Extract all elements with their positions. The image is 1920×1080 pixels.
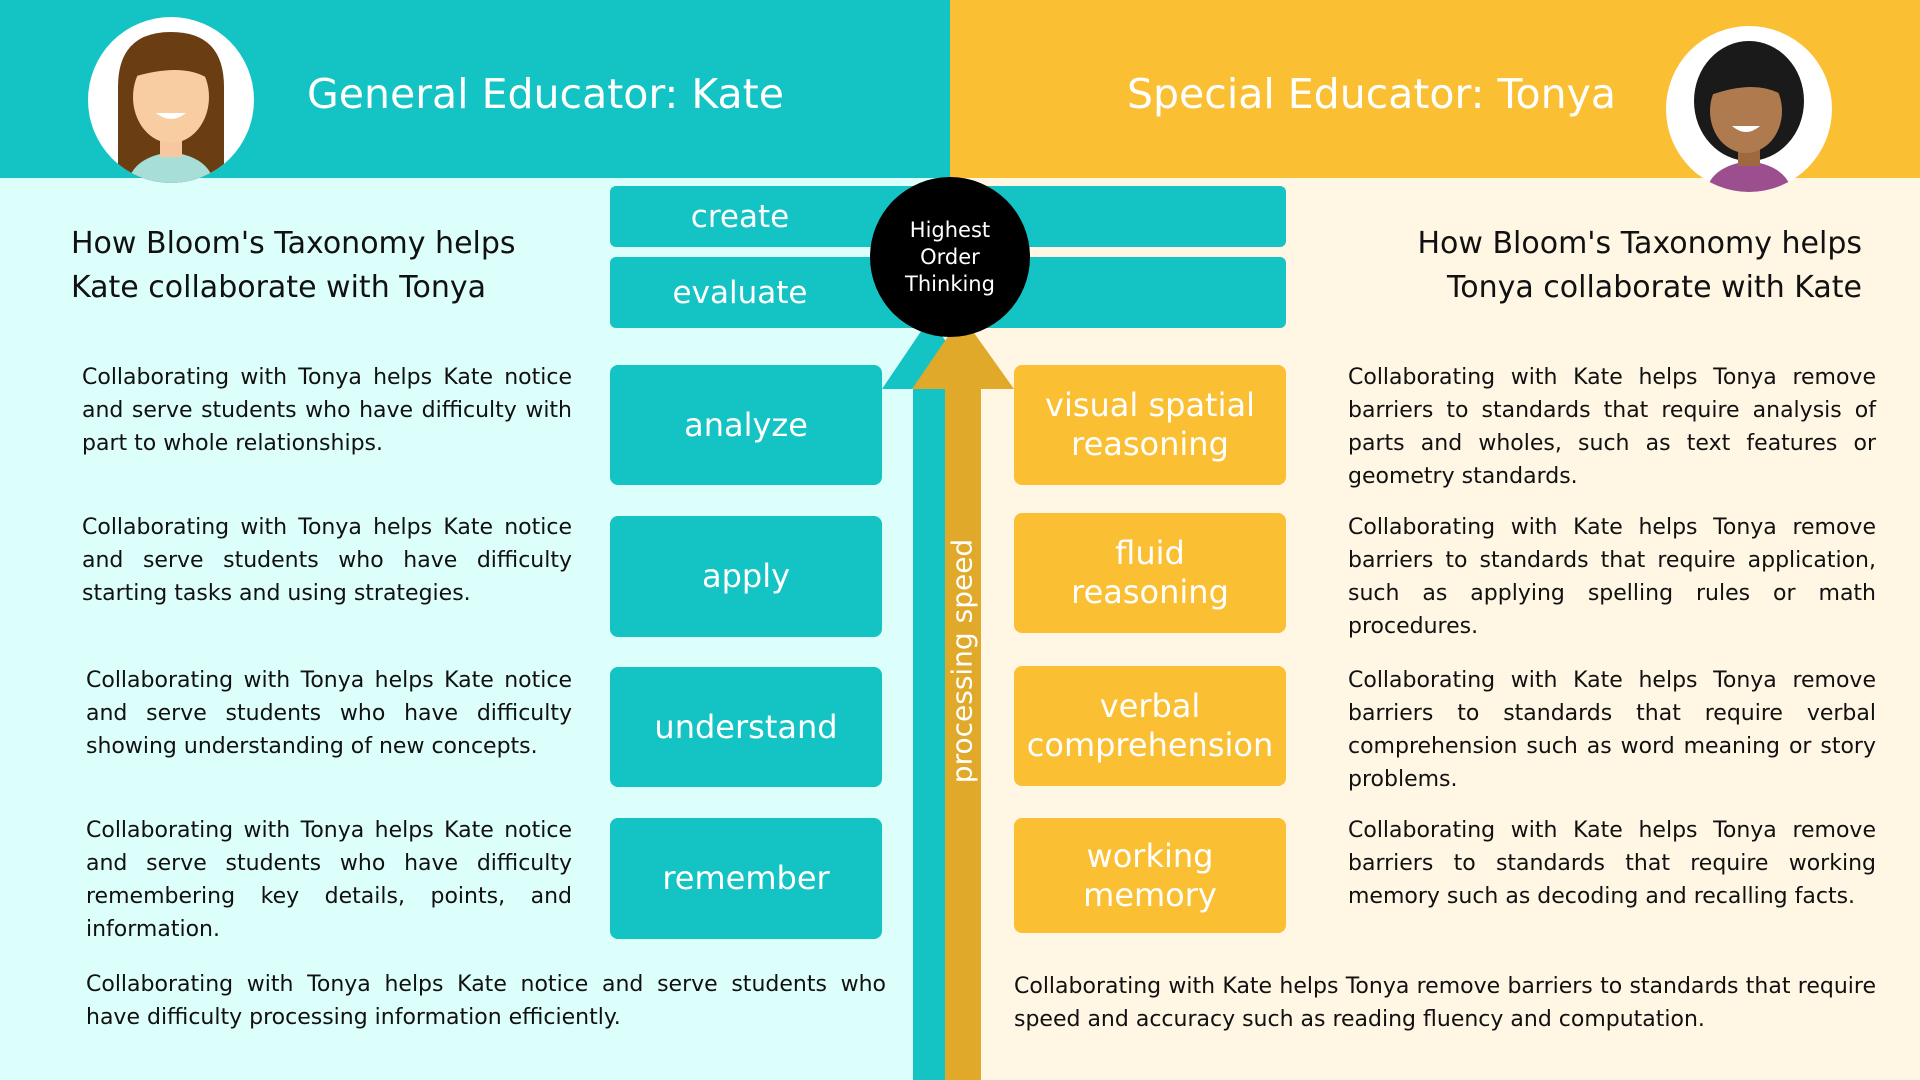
ability-label: fluid	[1115, 534, 1185, 572]
left-paragraph-analyze: Collaborating with Tonya helps Kate notice and serve students who have difficulty with part to whole relationships.	[82, 365, 572, 456]
left-bottom-paragraph: Collaborating with Tonya helps Kate notice and serve students who have difficulty processing information efficiently.	[86, 972, 886, 1030]
ability-label: memory	[1083, 875, 1217, 914]
ability-working-memory-box	[1014, 818, 1286, 933]
general-educator-title: General Educator: Kate	[307, 70, 784, 118]
bloom-understand-box: understand	[610, 667, 882, 787]
ability-fluid-reasoning-box	[1014, 513, 1286, 633]
left-paragraph-apply: Collaborating with Tonya helps Kate notice and serve students who have difficulty starting tasks and using strategies.	[82, 515, 572, 606]
left-heading-line: Kate collaborate with Tonya	[71, 270, 486, 305]
left-paragraph-understand: Collaborating with Tonya helps Kate notice and serve students who have difficulty showing understanding of new concepts.	[86, 668, 572, 759]
right-heading-line: Tonya collaborate with Kate	[1447, 270, 1862, 305]
right-paragraph-remember: Collaborating with Kate helps Tonya remove barriers to standards that require working memory such as decoding and recalling facts.	[1348, 818, 1876, 909]
right-heading	[1417, 222, 1862, 310]
right-paragraph-apply: Collaborating with Kate helps Tonya remove barriers to standards that require application, such as applying spelling rules or math procedures.	[1348, 515, 1876, 639]
evaluate-label: evaluate	[672, 274, 808, 311]
hot-line: Thinking	[905, 271, 995, 296]
special-educator-title: Special Educator: Tonya	[1127, 70, 1617, 118]
ability-label: reasoning	[1071, 425, 1229, 463]
left-paragraph-remember: Collaborating with Tonya helps Kate notice and serve students who have difficulty remembering key details, points, and information.	[86, 818, 572, 942]
ability-label: working	[1086, 836, 1214, 875]
highest-order-thinking-circle	[870, 177, 1030, 337]
ability-label: comprehension	[1026, 726, 1274, 764]
ability-label: verbal	[1099, 687, 1201, 725]
hot-line: Highest	[909, 217, 991, 242]
left-heading	[71, 222, 516, 310]
right-bottom-paragraph: Collaborating with Kate helps Tonya remove barriers to standards that require speed and accuracy such as reading fluency and computation.	[1014, 974, 1876, 1032]
ability-verbal-comprehension-box	[1014, 666, 1286, 786]
left-heading-line: How Bloom's Taxonomy helps	[71, 226, 516, 261]
bloom-remember-box: remember	[610, 818, 882, 939]
ability-visual-spatial-box	[1014, 365, 1286, 485]
bloom-analyze-box: analyze	[610, 365, 882, 485]
processing-speed-label: processing speed	[945, 538, 979, 784]
right-paragraph-analyze: Collaborating with Kate helps Tonya remove barriers to standards that require analysis of parts and wholes, such as text features or geometry standards.	[1348, 365, 1876, 489]
bloom-apply-box: apply	[610, 516, 882, 637]
create-label: create	[690, 198, 790, 235]
right-paragraph-understand: Collaborating with Kate helps Tonya remove barriers to standards that require verbal comprehension such as word meaning or story problems.	[1348, 668, 1876, 792]
right-heading-line: How Bloom's Taxonomy helps	[1417, 226, 1862, 261]
hot-line: Order	[920, 244, 980, 269]
ability-label: reasoning	[1071, 573, 1229, 611]
ability-label: visual spatial	[1045, 386, 1255, 424]
